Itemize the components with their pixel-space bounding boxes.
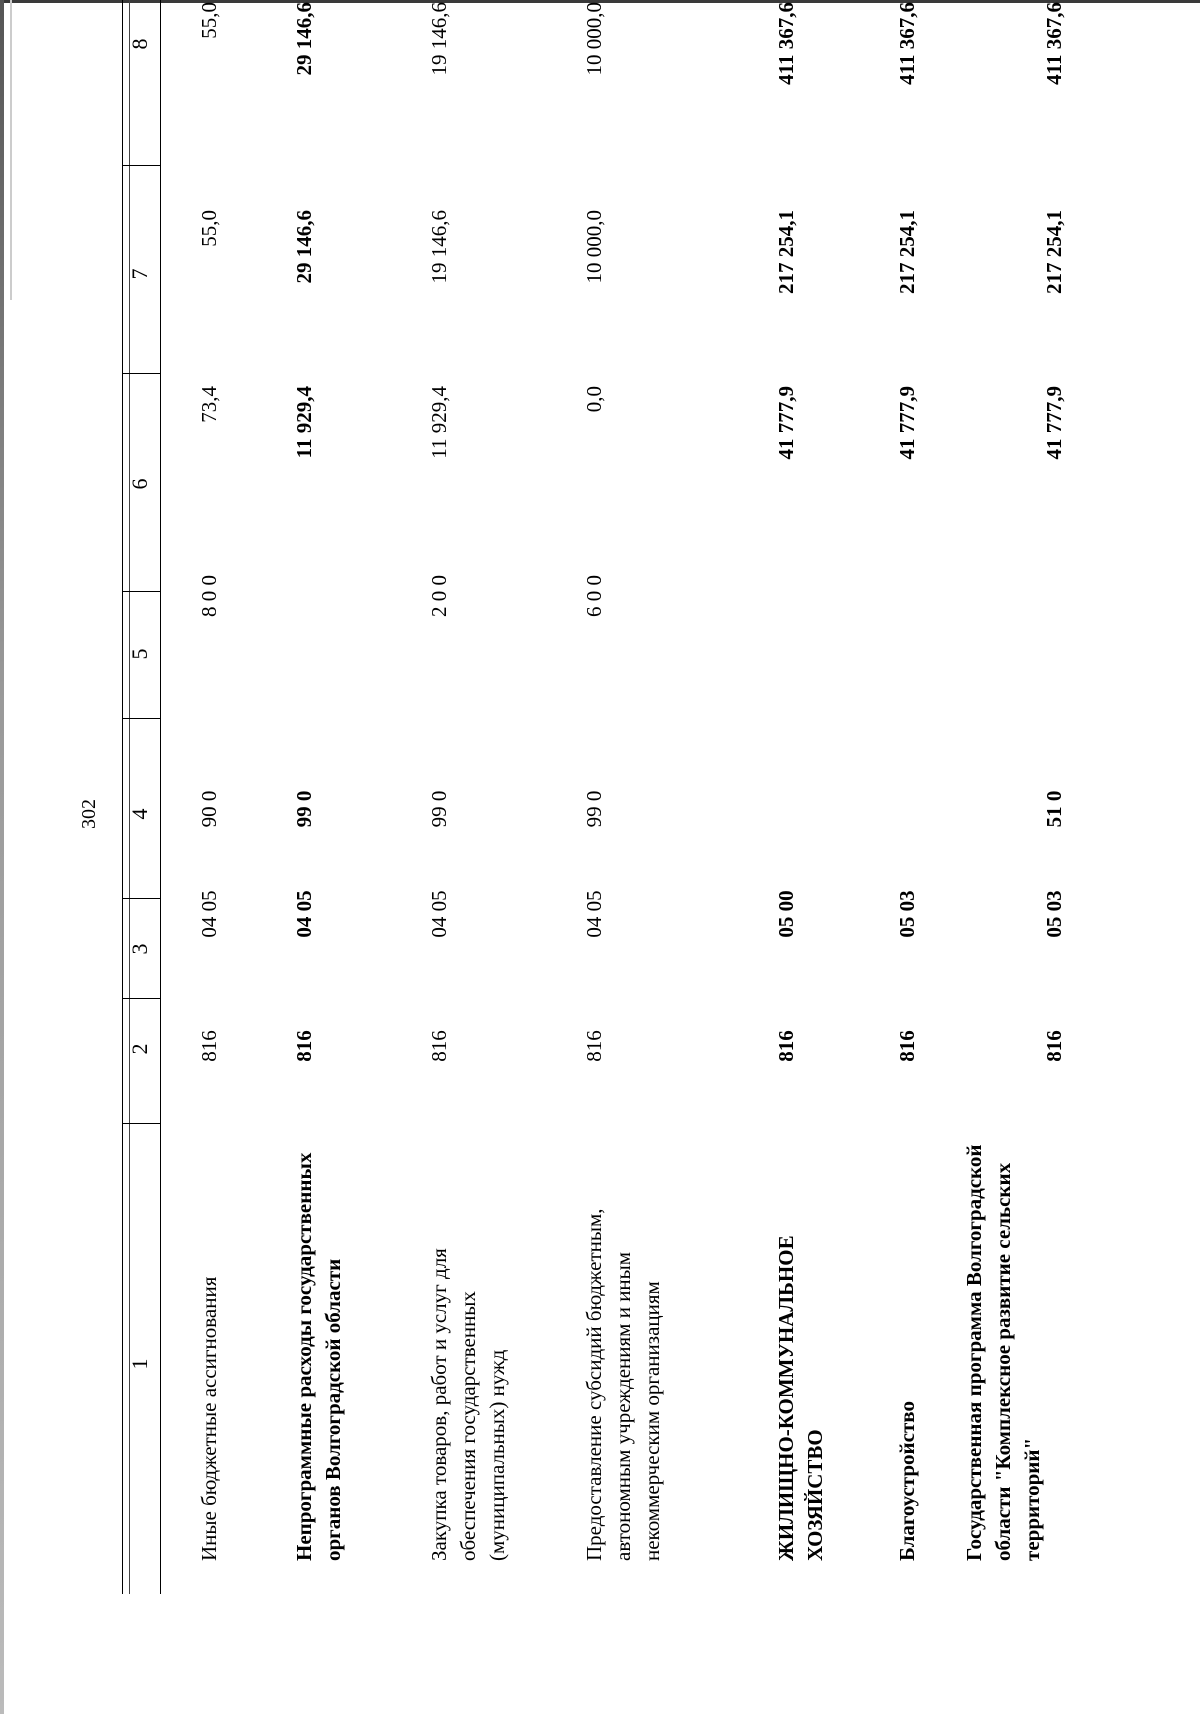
column-separator [122,165,160,166]
cell-col-4: 99 0 [582,790,606,828]
cell-col-7: 217 254,1 [895,210,919,294]
cell-col-6: 11 929,4 [427,386,451,459]
row-name: Иные бюджетные ассигнования [197,1276,221,1561]
row-name: Закупка товаров, работ и услуг для обеспечения государственных (муниципальных) нужд [427,1248,509,1561]
table-top-border [122,0,123,1594]
column-number-7: 7 [127,268,152,280]
cell-col-5: 2 0 0 [427,575,451,617]
cell-col-3: 05 03 [895,890,919,938]
cell-col-3: 05 00 [774,890,798,938]
cell-col-3: 04 05 [292,890,316,938]
cell-col-2: 816 [895,1030,919,1062]
cell-col-2: 816 [582,1030,606,1062]
cell-col-8: 10 000,0 [582,2,606,76]
cell-col-2: 816 [197,1030,221,1062]
table-header-bottom-border [160,0,161,1594]
cell-col-6: 0,0 [582,386,606,413]
cell-col-7: 217 254,1 [774,210,798,294]
column-separator [122,1123,160,1124]
cell-col-3: 04 05 [197,890,221,938]
cell-col-8: 411 367,6 [895,2,919,85]
cell-col-6: 73,4 [197,386,221,423]
cell-col-2: 816 [1042,1030,1066,1062]
cell-col-4: 51 0 [1042,790,1066,828]
row-name: ЖИЛИЩНО-КОММУНАЛЬНОЕ ХОЗЯЙСТВО [774,1235,827,1561]
cell-col-7: 19 146,6 [427,210,451,284]
row-name: Непрограммные расходы государственных органов Волгоградской области [292,1152,345,1561]
column-separator [122,718,160,719]
column-separator [122,373,160,374]
cell-col-8: 19 146,6 [427,2,451,76]
cell-col-3: 04 05 [427,890,451,938]
cell-col-8: 55,0 [197,2,221,39]
cell-col-4: 99 0 [427,790,451,828]
page-number: 302 [78,799,100,829]
cell-col-2: 816 [427,1030,451,1062]
cell-col-8: 29 146,6 [292,2,316,76]
cell-col-3: 05 03 [1042,890,1066,938]
cell-col-7: 29 146,6 [292,210,316,284]
column-number-2: 2 [127,1043,152,1055]
row-name: Предоставление субсидий бюджетным, автономным учреждениям и иным некоммерческим организациям [582,1208,664,1561]
cell-col-2: 816 [292,1030,316,1062]
cell-col-8: 411 367,6 [1042,2,1066,85]
column-number-1: 1 [127,1358,152,1370]
cell-col-3: 04 05 [582,890,606,938]
column-separator [122,998,160,999]
cell-col-6: 41 777,9 [774,386,798,460]
cell-col-4: 90 0 [197,790,221,828]
column-number-3: 3 [127,943,152,955]
cell-col-7: 55,0 [197,210,221,247]
row-name: Государственная программа Волгоградской области "Комплексное развитие сельских территорий" [962,1144,1044,1561]
cell-col-7: 217 254,1 [1042,210,1066,294]
cell-col-8: 411 367,6 [774,2,798,85]
column-number-8: 8 [127,38,152,50]
column-separator [122,591,160,592]
cell-col-6: 11 929,4 [292,386,316,459]
row-name: Благоустройство [895,1401,919,1561]
cell-col-5: 8 0 0 [197,575,221,617]
cell-col-7: 10 000,0 [582,210,606,284]
column-separator [122,898,160,899]
cell-col-6: 41 777,9 [1042,386,1066,460]
cell-col-4: 99 0 [292,790,316,828]
column-number-4: 4 [127,808,152,820]
column-number-5: 5 [127,648,152,660]
column-number-6: 6 [127,478,152,490]
cell-col-2: 816 [774,1030,798,1062]
cell-col-6: 41 777,9 [895,386,919,460]
cell-col-5: 6 0 0 [582,575,606,617]
